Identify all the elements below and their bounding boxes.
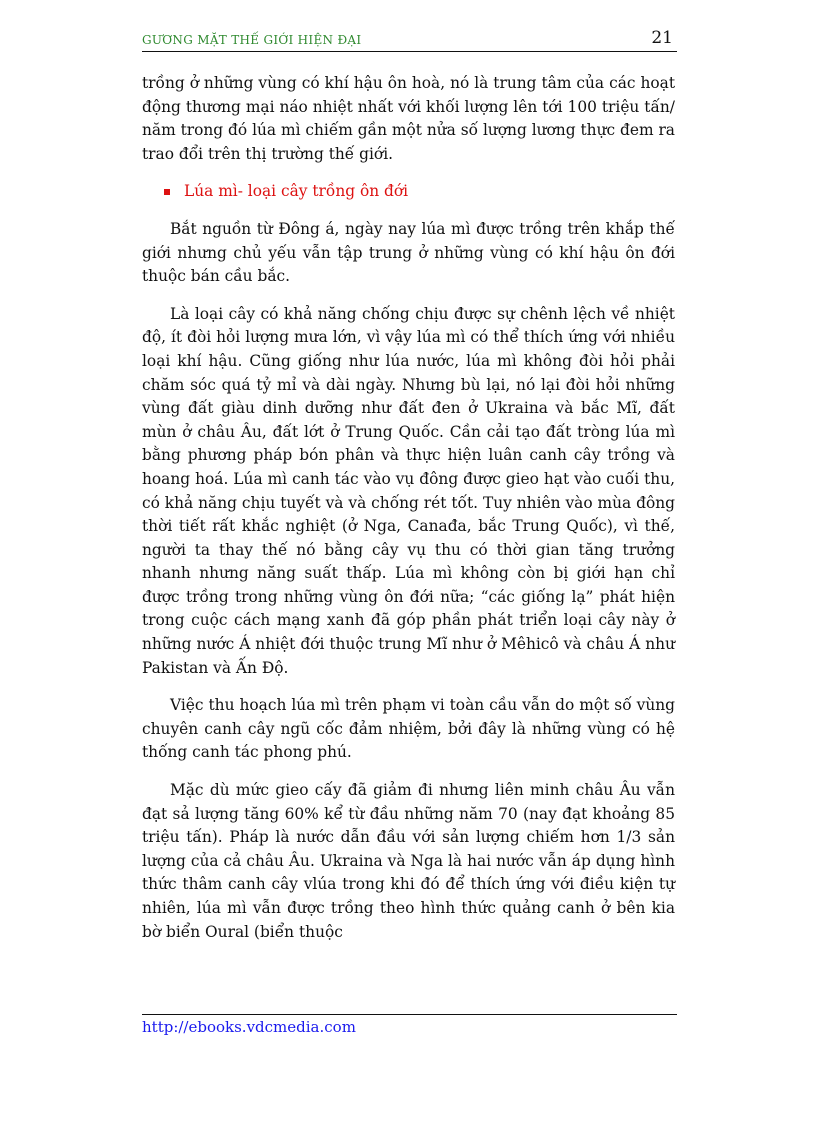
page-header <box>142 28 677 50</box>
footer-divider <box>142 1014 677 1015</box>
footer-url-link[interactable]: http://ebooks.vdcmedia.com <box>142 1018 356 1036</box>
paragraph: Mặc dù mức gieo cấy đã giảm đi nhưng liên minh châu Âu vẫn đạt sả lượng tăng 60% kể từ đầu những năm 70 (nay đạt khoảng 85 triệu tấn). Pháp là nước dẫn đầu với sản lượng chiếm hơn 1/3 sản lượng của cả châu Âu. Ukraina và Nga là hai nước vẫn áp dụng hình thức thâm canh cây vlúa trong khi đó để thích ứng với điều kiện tự nhiên, lúa mì vẫn được trồng theo hình thức quảng canh ở bên kia bờ biển Oural (biển thuộc <box>142 781 675 941</box>
bullet-square-icon <box>164 189 170 195</box>
section-heading-text: Lúa mì- loại cây trồng ôn đới <box>184 182 409 201</box>
running-title: GƯƠNG MẶT THẾ GIỚI HIỆN ĐẠI <box>142 33 362 47</box>
section-heading <box>142 180 675 204</box>
paragraph: Là loại cây có khả năng chống chịu được sự chênh lệch về nhiệt độ, ít đòi hỏi lượng mưa lớn, vì vậy lúa mì có thể thích ứng với nhiều loại khí hậu. Cũng giống như lúa nước, lúa mì không đòi hỏi phải chăm sóc quá tỷ mỉ và dài ngày. Nhưng bù lại, nó lại đòi hỏi những vùng đất giàu dinh dưỡng như đất đen ở Ukraina và bắc Mĩ, đất mùn ở châu Âu, đất lớt ở Trung Quốc. Cần cải tạo đất tròng lúa mì bằng phương pháp bón phân và thực hiện luân canh cây trồng và hoang hoá. Lúa mì canh tác vào vụ đông được gieo hạt vào cuối thu, có khả năng chịu tuyết và và chống rét tốt. Tuy nhiên vào mùa đông thời tiết rất khắc nghiệt (ở Nga, Canađa, bắc Trung Quốc), vì thế, người ta thay thế nó bằng cây vụ thu có thời gian tăng trưởng nhanh nhưng năng suất thấp. Lúa mì không còn bị giới hạn chỉ được trồng trong những vùng ôn đới nữa; “các giống lạ” phát hiện trong cuộc cách mạng xanh đã góp phần phát triển loại cây này ở những nước Á nhiệt đới thuộc trung Mĩ như ở Mêhicô và châu Á như Pakistan và Ấn Độ. <box>142 304 675 677</box>
paragraph: Việc thu hoạch lúa mì trên phạm vi toàn cầu vẫn do một số vùng chuyên canh cây ngũ cốc đảm nhiệm, bởi đây là những vùng có hệ thống canh tác phong phú. <box>142 696 675 762</box>
paragraph: Bắt nguồn từ Đông á, ngày nay lúa mì được trồng trên khắp thế giới nhưng chủ yếu vẫn tập trung ở những vùng có khí hậu ôn đới thuộc bán cầu bắc. <box>142 219 675 286</box>
page-number: 21 <box>651 28 673 48</box>
paragraph-continued: trồng ở những vùng có khí hậu ôn hoà, nó là trung tâm của các hoạt động thương mại náo nhiệt nhất với khối lượng lên tới 100 triệu tấn/ năm trong đó lúa mì chiếm gần một nửa số lượng lương thực đem ra trao đổi trên thị trường thế giới. <box>142 74 675 163</box>
page-body <box>142 72 675 958</box>
header-divider <box>142 51 677 52</box>
